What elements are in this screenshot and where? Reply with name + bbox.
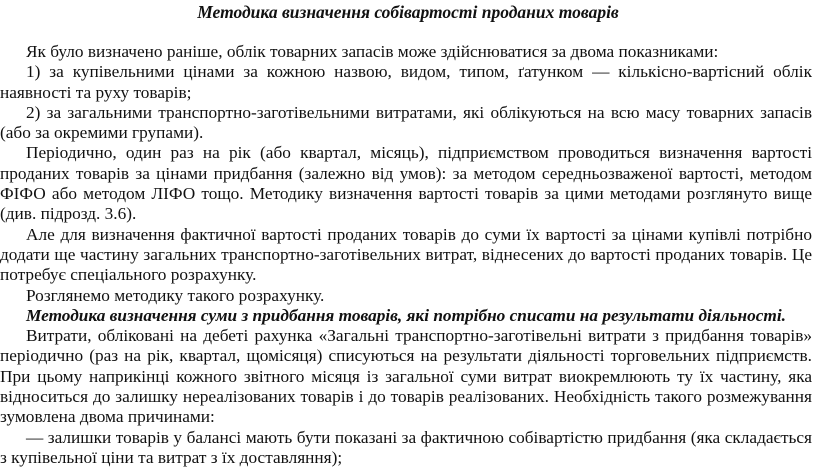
paragraph-expenses: Витрати, обліковані на дебеті рахунка «Загальні транспортно-заготівельні витрати з придбання товарів» періодично (раз на рік, квартал, щомісяця) списуються на результати діяльності торговельних підприємств. При цьому наприкінці кожного звітного місяця із загальної суми витрат виокремлюють ту їх частину, яка відноситься до залишку нереалізованих товарів і до товарів реалізованих. Необхідність такого розмежування зумовлена двома причинами:	[0, 326, 812, 427]
section-heading: Методика визначення суми з придбання товарів, які потрібно списати на результати діяльності.	[26, 305, 786, 325]
paragraph-intro: Як було визначено раніше, облік товарних запасів може здійснюватися за двома показниками:	[26, 42, 719, 61]
document-title: Методика визначення собівартості проданих товарів	[197, 2, 619, 22]
paragraph-dash-item: — залишки товарів у балансі мають бути показані за фактичною собівартістю придбання (яка складається з купівельної ціни та витрат з їх доставляння);	[0, 427, 812, 467]
paragraph-periodic: Періодично, один раз на рік (або квартал, місяць), підприємством проводиться визначення вартості проданих товарів за цінами придбання (залежно від умов): за методом середньозваженої вартості, методом ФІФО або методом ЛІФО тощо. Методику визначення вартості товарів за цими методами розглянуто вище (див. підрозд. 3.6).	[0, 143, 812, 224]
document-body	[0, 42, 812, 468]
paragraph-item-2: 2) за загальними транспортно-заготівельними витратами, які облікуються на всю масу товарних запасів (або за окремими групами).	[0, 102, 812, 143]
paragraph-actual-cost: Але для визначення фактичної вартості проданих товарів до суми їх вартості за цінами купівлі потрібно додати ще частину загальних транспортно-заготівельних витрат, віднесених до вартості проданих товарів. Це потребує спеціального розрахунку.	[0, 224, 812, 285]
paragraph-item-1: 1) за купівельними цінами за кожною назвою, видом, типом, ґатунком — кількісно-вартісний облік наявності та руху товарів;	[0, 62, 812, 102]
paragraph-consider: Розглянемо методику такого розрахунку.	[26, 285, 325, 305]
